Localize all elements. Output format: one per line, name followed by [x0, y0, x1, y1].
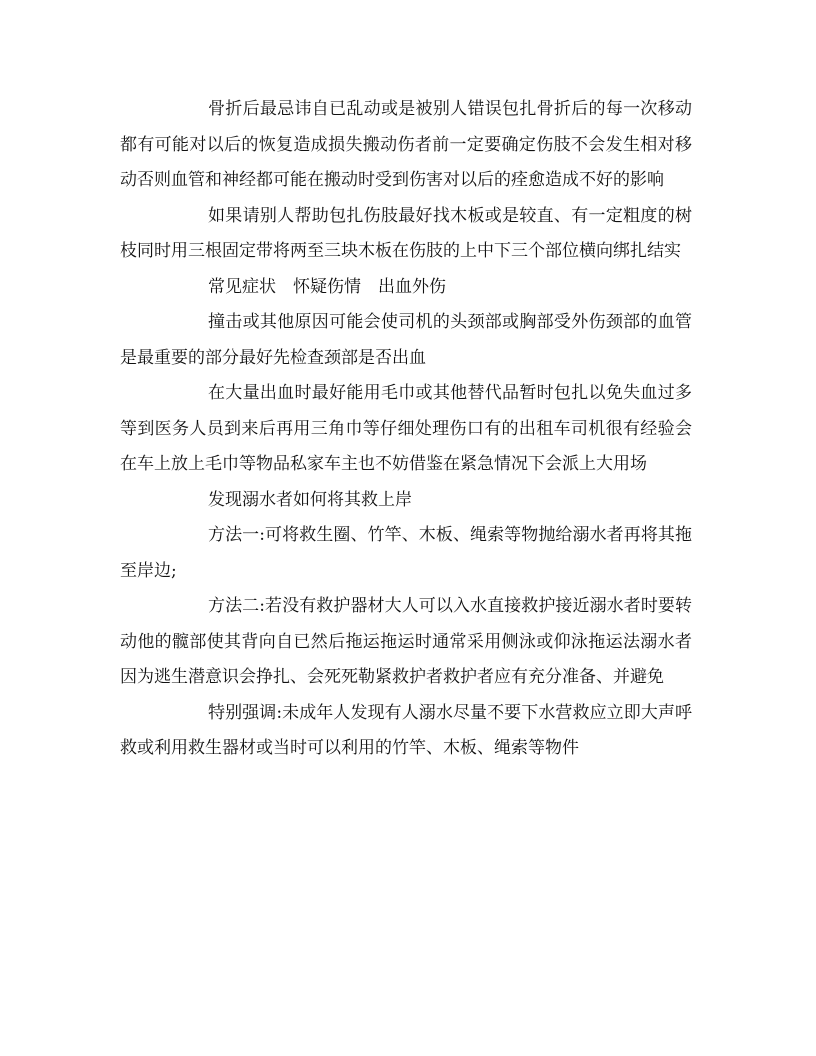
paragraph-method-two: 方法二:若没有救护器材大人可以入水直接救护接近溺水者时要转动他的髋部使其背向自已然后拖运拖运时通常采用侧泳或仰泳拖运法溺水者因为逃生潜意识会挣扎、会死死勒紧救护者救护者应有充分准备、并避免 [120, 596, 692, 687]
paragraph-neck-bleeding: 撞击或其他原因可能会使司机的头颈部或胸部受外伤颈部的血管是最重要的部分最好先检查颈部是否出血 [120, 312, 692, 368]
paragraph-heavy-bleeding: 在大量出血时最好能用毛巾或其他替代品暂时包扎以免失血过多等到医务人员到来后再用三角巾等仔细处理伤口有的出租车司机很有经验会在车上放上毛巾等物品私家车主也不妨借鉴在紧急情况下会派上大用场 [120, 383, 692, 474]
document-body [120, 92, 692, 767]
paragraph-drowning-heading: 发现溺水者如何将其救上岸 [208, 489, 412, 510]
paragraph-symptom-heading: 常见症状 怀疑伤情 出血外伤 [208, 276, 446, 297]
paragraph-fracture-movement: 骨折后最忌讳自已乱动或是被别人错误包扎骨折后的每一次移动都有可能对以后的恢复造成损失搬动伤者前一定要确定伤肢不会发生相对移动否则血管和神经都可能在搬动时受到伤害对以后的痊愈造成不好的影响 [120, 99, 692, 190]
paragraph-special-emphasis: 特别强调:未成年人发现有人溺水尽量不要下水营救应立即大声呼救或利用救生器材或当时可以利用的竹竿、木板、绳索等物件 [120, 702, 692, 758]
paragraph-splint-bandage: 如果请别人帮助包扎伤肢最好找木板或是较直、有一定粗度的树枝同时用三根固定带将两至三块木板在伤肢的上中下三个部位横向绑扎结实 [120, 205, 692, 261]
paragraph-method-one: 方法一:可将救生圈、竹竿、木板、绳索等物抛给溺水者再将其拖至岸边; [120, 525, 692, 581]
